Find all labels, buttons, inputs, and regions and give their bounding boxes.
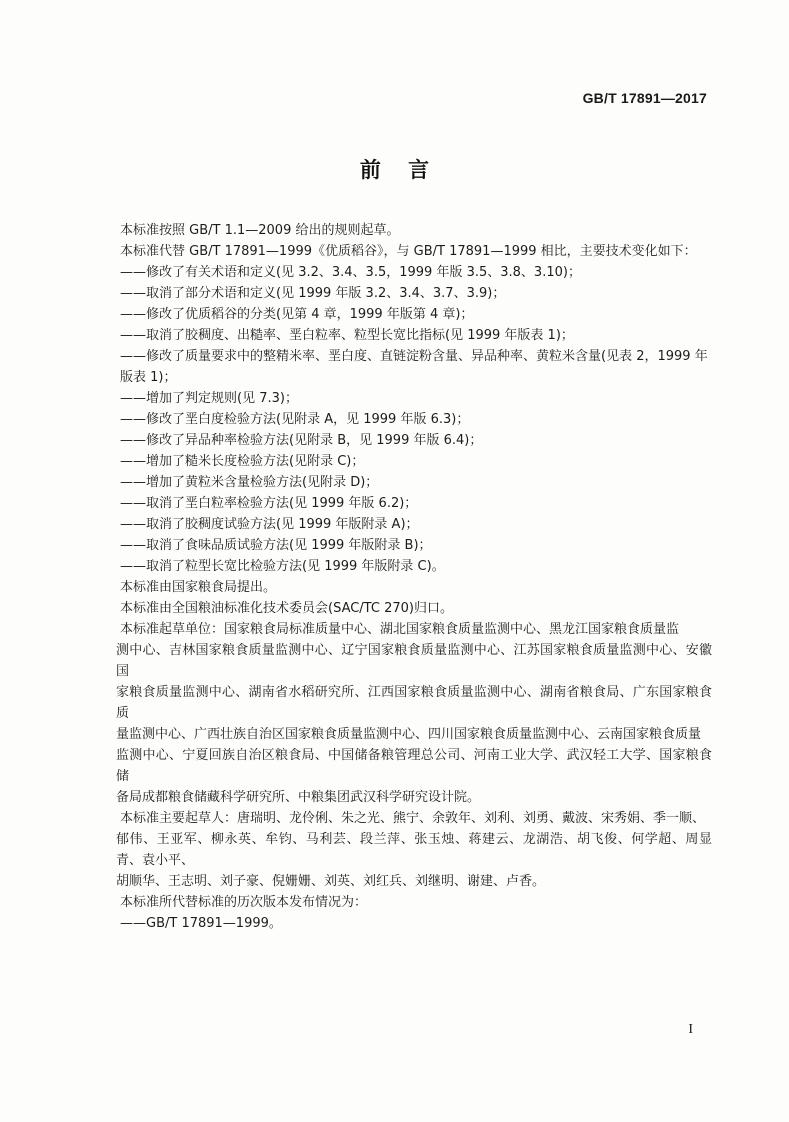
page-title: 前 言 <box>359 158 430 182</box>
changes-list <box>120 262 708 577</box>
standard-code: GB/T 17891—2017 <box>582 90 707 106</box>
change-item: ——取消了垩白粒率检验方法(见 1999 年版 6.2)； <box>120 496 418 511</box>
drafting-units-line: 量监测中心、广西壮族自治区国家粮食质量监测中心、四川国家粮食质量监测中心、云南国家粮食质量 <box>116 727 702 742</box>
paragraph-replacement: 本标准代替 GB/T 17891—1999《优质稻谷》，与 GB/T 17891—1999 相比，主要技术变化如下： <box>120 244 697 259</box>
paragraph-drafting-rules: 本标准按照 GB/T 1.1—2009 给出的规则起草。 <box>120 223 400 238</box>
drafting-units-line: 监测中心、宁夏回族自治区粮食局、中国储备粮管理总公司、河南工业大学、武汉轻工大学、国家粮食储 <box>116 748 712 784</box>
proposed-by: 本标准由国家粮食局提出。 <box>120 580 277 595</box>
drafters-line: 胡顺华、王志明、刘子豪、倪姗姗、刘英、刘红兵、刘继明、谢建、卢香。 <box>116 874 546 889</box>
history-item: ——GB/T 17891—1999。 <box>120 916 282 931</box>
change-item: ——取消了部分术语和定义(见 1999 年版 3.2、3.4、3.7、3.9)； <box>120 286 506 301</box>
drafters <box>116 808 712 892</box>
change-item: ——修改了垩白度检验方法(见附录 A，见 1999 年版 6.3)； <box>120 412 470 427</box>
drafters-line: 本标准主要起草人：唐瑞明、龙伶俐、朱之光、熊宁、余敦年、刘利、刘勇、戴波、宋秀娟、季一顺、 <box>120 811 706 826</box>
drafting-units-line: 家粮食质量监测中心、湖南省水稻研究所、江西国家粮食质量监测中心、湖南省粮食局、广东国家粮食质 <box>116 685 712 721</box>
change-item: ——增加了判定规则(见 7.3)； <box>120 391 298 406</box>
history-intro: 本标准所代替标准的历次版本发布情况为： <box>120 895 368 910</box>
change-item-continuation: 版表 1)； <box>120 370 177 385</box>
change-item: ——增加了糙米长度检验方法(见附录 C)； <box>120 454 365 469</box>
change-item: ——取消了胶稠度、出糙率、垩白粒率、粒型长宽比指标(见 1999 年版表 1)； <box>120 328 574 343</box>
drafting-units-line: 本标准起草单位：国家粮食局标准质量中心、湖北国家粮食质量监测中心、黑龙江国家粮食质量监 <box>120 622 680 637</box>
change-item: ——修改了有关术语和定义(见 3.2、3.4、3.5，1999 年版 3.5、3.8、3.10)； <box>120 265 581 280</box>
change-item: ——取消了粒型长宽比检验方法(见 1999 年版附录 C)。 <box>120 559 445 574</box>
drafting-units-line: 测中心、吉林国家粮食质量监测中心、辽宁国家粮食质量监测中心、江苏国家粮食质量监测中心、安徽国 <box>116 643 712 679</box>
drafters-line: 郁伟、王亚军、柳永英、牟钧、马利芸、段兰萍、张玉烛、蒋建云、龙湖浩、胡飞俊、何学超、周显青、袁小平、 <box>116 832 712 868</box>
change-item: ——修改了优质稻谷的分类(见第 4 章，1999 年版第 4 章)； <box>120 307 474 322</box>
change-item: ——修改了质量要求中的整精米率、垩白度、直链淀粉含量、异品种率、黄粒米含量(见表 2，1999 年 <box>120 349 708 364</box>
change-item: ——取消了食味品质试验方法(见 1999 年版附录 B)； <box>120 538 432 553</box>
drafting-units-line: 备局成都粮食储藏科学研究所、中粮集团武汉科学研究设计院。 <box>116 790 481 805</box>
page-number: I <box>688 1022 693 1037</box>
change-item: ——增加了黄粒米含量检验方法(见附录 D)； <box>120 475 379 490</box>
drafting-units <box>116 619 712 808</box>
change-item: ——修改了异品种率检验方法(见附录 B，见 1999 年版 6.4)； <box>120 433 483 448</box>
change-item: ——取消了胶稠度试验方法(见 1999 年版附录 A)； <box>120 517 419 532</box>
foreword-body <box>116 220 712 934</box>
centralized-by: 本标准由全国粮油标准化技术委员会(SAC/TC 270)归口。 <box>120 601 453 616</box>
